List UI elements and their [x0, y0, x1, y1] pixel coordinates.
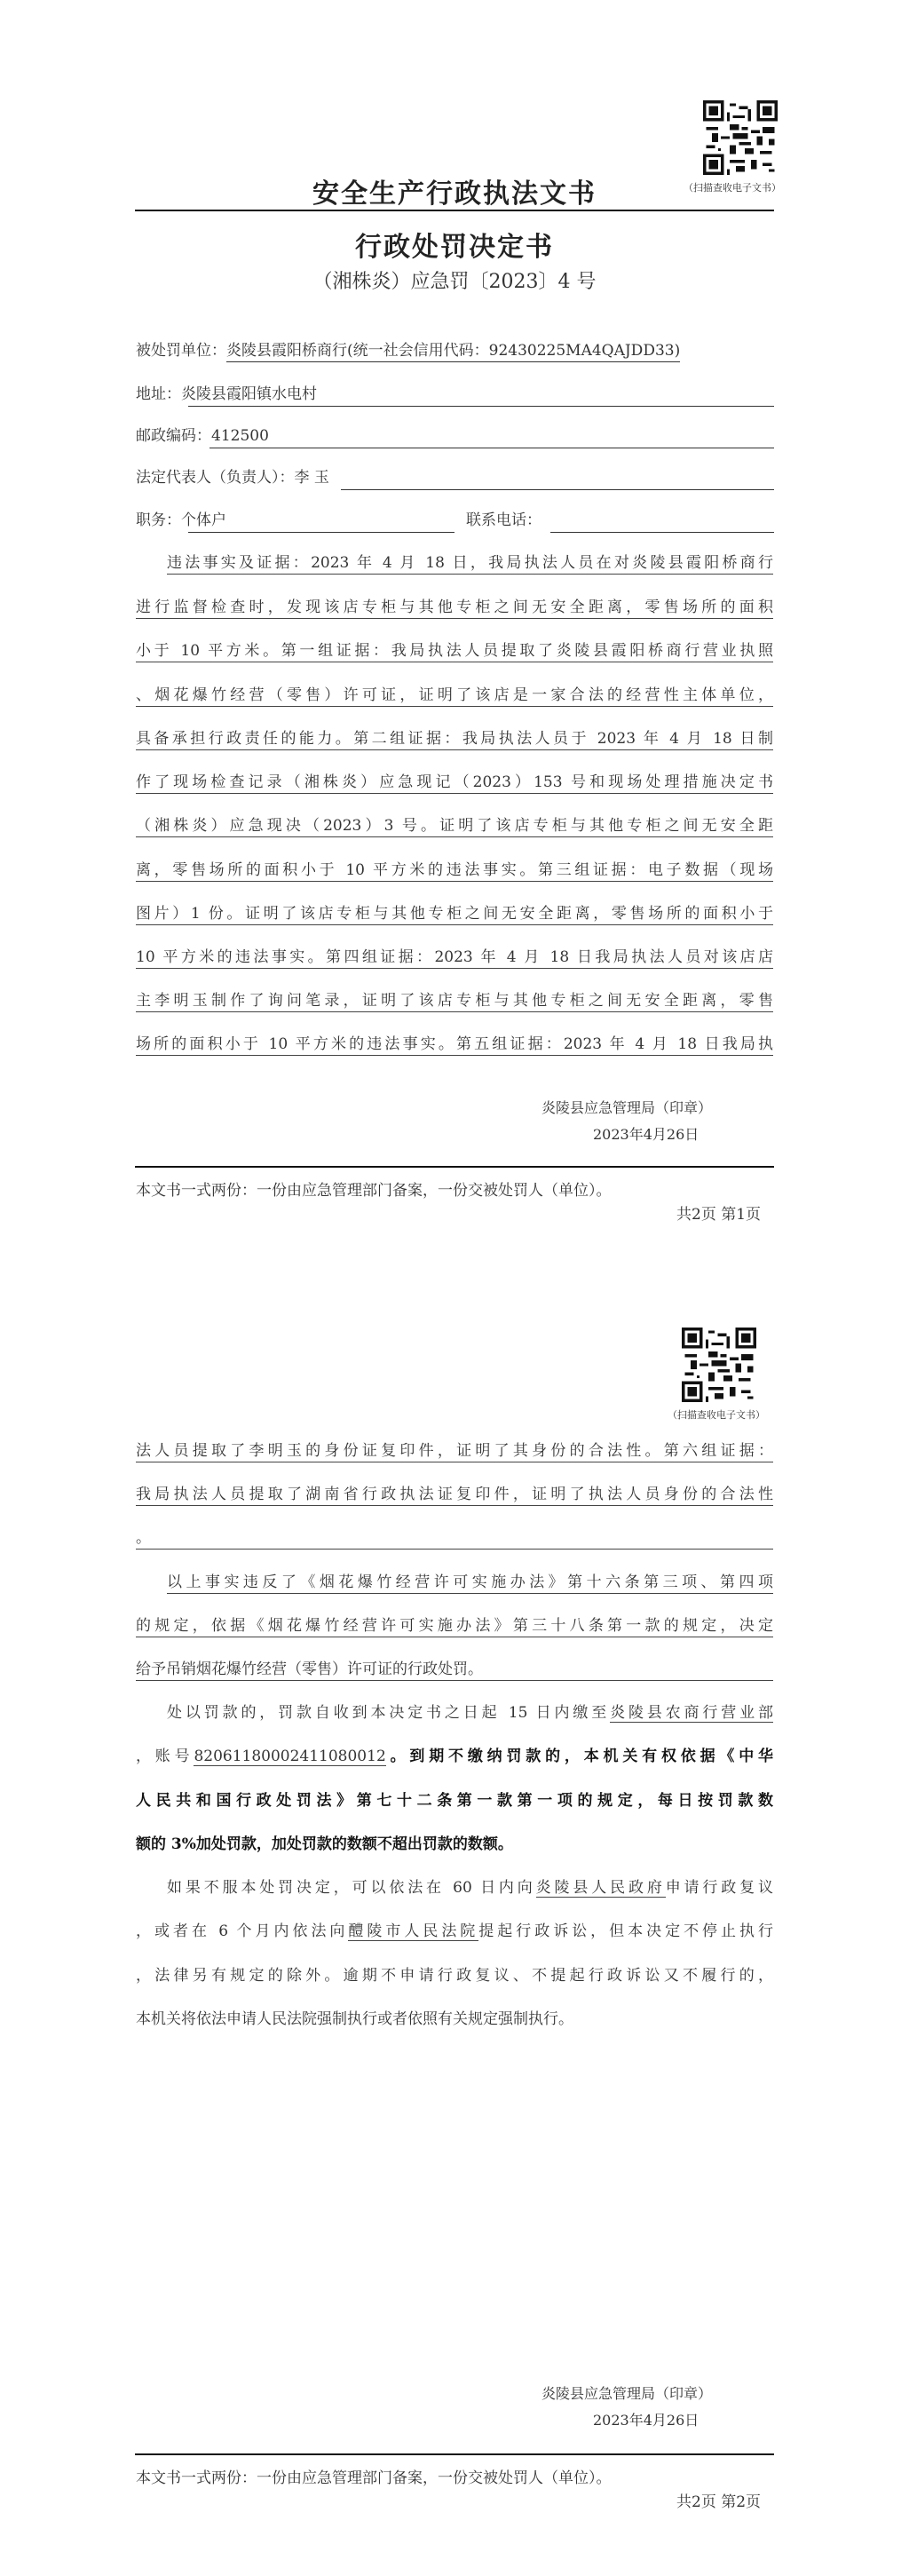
evidence-line: 法人员提取了李明玉的身份证复印件，证明了其身份的合法性。第六组证据：	[136, 1440, 773, 1462]
appeal-text: 提起行政诉讼，但本决定不停止执行	[478, 1922, 774, 1940]
address-underline	[188, 406, 774, 407]
position-field	[136, 510, 226, 531]
document-header-title: 安全生产行政执法文书	[312, 178, 597, 210]
qr-caption: （扫描查收电子文书）	[668, 1409, 765, 1421]
payment-line	[136, 1746, 773, 1767]
phone-underline	[550, 532, 774, 533]
postcode-label: 邮政编码：	[136, 427, 211, 445]
payment-line: 人民共和国行政处罚法》第七十二条第一款第一项的规定，每日按罚款数	[136, 1792, 773, 1810]
appeal-line: 本机关将依法申请人民法院强制执行或者依照有关规定强制执行。	[136, 2010, 573, 2028]
qr-code	[682, 1328, 756, 1402]
issue-date: 2023年4月26日	[593, 2412, 700, 2429]
payment-line: 额的 3%加处罚款，加处罚款的数额不超出罚款的数额。	[136, 1835, 513, 1853]
bank-name: 炎陵县农商行营业部	[610, 1704, 773, 1722]
evidence-line: 我局执法人员提取了湖南省行政执法证复印件，证明了执法人员身份的合法性	[136, 1484, 773, 1506]
payment-text: 处以罚款的，罚款自收到本决定书之日起 15 日内缴至	[167, 1704, 611, 1722]
issue-date: 2023年4月26日	[593, 1126, 700, 1143]
facts-line: （湘株炎）应急现决（2023）3 号。证明了该店专柜与其他专柜之间无安全距	[136, 815, 773, 837]
payment-line	[167, 1702, 773, 1724]
facts-line: 图片）1 份。证明了该店专柜与其他专柜之间无安全距离，零售场所的面积小于	[136, 903, 773, 925]
facts-line: 具备承担行政责任的能力。第二组证据：我局执法人员于 2023 年 4 月 18 日制	[136, 728, 773, 750]
postcode-value: 412500	[211, 427, 269, 445]
facts-line: 、烟花爆竹经营（零售）许可证，证明了该店是一家合法的经营性主体单位，	[136, 685, 773, 707]
appeal-text: 如果不服本处罚决定，可以依法在 60 日内向	[167, 1879, 536, 1897]
payment-text: 。到期不缴纳罚款的，本机关有权依据《中华	[385, 1748, 774, 1765]
qr-caption: （扫描查收电子文书）	[684, 182, 781, 194]
appeal-line	[136, 1921, 773, 1942]
page-number: 共2页 第2页	[676, 2493, 762, 2511]
facts-line: 进行监督检查时，发现该店专柜与其他专柜之间无安全距离，零售场所的面积	[136, 597, 773, 619]
facts-line: 作了现场检查记录（湘株炎）应急现记（2023）153 号和现场处理措施决定书	[136, 772, 773, 794]
representative-label: 法定代表人（负责人）：	[136, 469, 295, 487]
appeal-text: ，或者在 6 个月内依法向	[136, 1922, 349, 1940]
party-value: 炎陵县霞阳桥商行(统一社会信用代码：92430225MA4QAJDD33)	[226, 342, 680, 362]
party-field	[136, 340, 680, 361]
footer-rule	[135, 2453, 774, 2455]
payment-text: ，账号	[136, 1748, 194, 1765]
appeal-line	[167, 1877, 773, 1898]
court-name: 醴陵市人民法院	[348, 1922, 479, 1940]
address-label: 地址：	[136, 385, 181, 403]
document-title: 行政处罚决定书	[355, 232, 554, 263]
phone-label: 联系电话：	[466, 511, 541, 529]
qr-code	[703, 100, 778, 175]
bank-account: 82061180002411080012	[194, 1748, 386, 1765]
document-number: （湘株炎）应急罚〔2023〕4 号	[312, 271, 597, 293]
violation-line: 的规定，依据《烟花爆竹经营许可实施办法》第三十八条第一款的规定，决定	[136, 1615, 773, 1637]
facts-line: 违法事实及证据：2023 年 4 月 18 日，我局执法人员在对炎陵县霞阳桥商行	[167, 552, 773, 575]
position-label: 职务：	[136, 511, 181, 529]
address-field	[136, 384, 317, 405]
facts-line: 10 平方米的违法事实。第四组证据：2023 年 4 月 18 日我局执法人员对该店店	[136, 947, 773, 969]
issuer-seal-text: 炎陵县应急管理局（印章）	[541, 1099, 713, 1116]
violation-line: 以上事实违反了《烟花爆竹经营许可实施办法》第十六条第三项、第四项	[167, 1572, 773, 1594]
position-value: 个体户	[181, 511, 226, 529]
address-value: 炎陵县霞阳镇水电村	[181, 385, 317, 403]
position-underline	[188, 532, 454, 533]
appeal-text: 申请行政复议	[665, 1879, 773, 1897]
postcode-field	[136, 425, 269, 447]
representative-field	[136, 467, 329, 488]
review-authority: 炎陵县人民政府	[535, 1879, 666, 1897]
footer-rule	[135, 1166, 774, 1168]
representative-value: 李 玉	[294, 469, 329, 487]
facts-line: 主李明玉制作了询问笔录，证明了该店专柜与其他专柜之间无安全距离，零售	[136, 990, 773, 1012]
page-number: 共2页 第1页	[676, 1206, 762, 1224]
representative-underline	[341, 489, 774, 490]
issuer-seal-text: 炎陵县应急管理局（印章）	[541, 2385, 713, 2402]
header-rule	[135, 210, 774, 211]
copies-note: 本文书一式两份：一份由应急管理部门备案，一份交被处罚人（单位）。	[136, 2469, 612, 2487]
facts-line: 离，零售场所的面积小于 10 平方米的违法事实。第三组证据：电子数据（现场	[136, 860, 773, 882]
copies-note: 本文书一式两份：一份由应急管理部门备案，一份交被处罚人（单位）。	[136, 1182, 612, 1200]
evidence-line: 。	[136, 1527, 773, 1550]
phone-field	[466, 510, 541, 531]
violation-line: 给予吊销烟花爆竹经营（零售）许可证的行政处罚。	[136, 1659, 773, 1681]
facts-line: 场所的面积小于 10 平方米的违法事实。第五组证据：2023 年 4 月 18 日我局执	[136, 1034, 773, 1056]
party-label: 被处罚单位：	[136, 342, 226, 360]
facts-line: 小于 10 平方米。第一组证据：我局执法人员提取了炎陵县霞阳桥商行营业执照	[136, 640, 773, 662]
appeal-line: ，法律另有规定的除外。逾期不申请行政复议、不提起行政诉讼又不履行的，	[136, 1967, 773, 1985]
